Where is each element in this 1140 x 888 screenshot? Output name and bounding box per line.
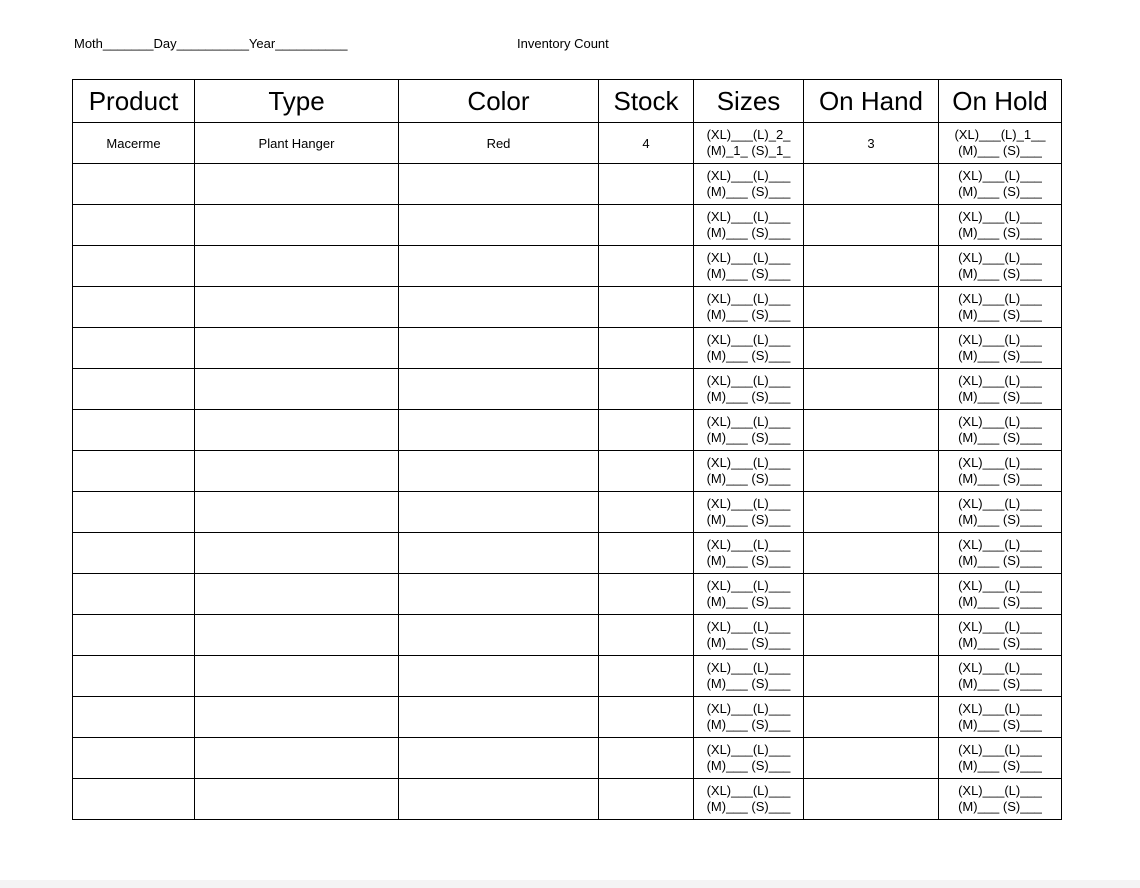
on-hand-cell <box>804 574 939 615</box>
stock-cell <box>599 369 694 410</box>
sizes-line-xl-l: (XL)___(L)_2_ <box>706 127 791 142</box>
sizes-line-xl-l: (XL)___(L)___ <box>706 373 791 388</box>
color-cell <box>399 451 599 492</box>
type-cell <box>195 369 399 410</box>
color-cell <box>399 738 599 779</box>
on-hold-cell <box>939 492 1062 533</box>
sizes-cell <box>694 492 804 533</box>
type-cell <box>195 533 399 574</box>
sizes-line-xl-l: (XL)___(L)___ <box>706 414 791 429</box>
color-cell <box>399 779 599 820</box>
on-hold-line-xl-l: (XL)___(L)___ <box>958 701 1042 716</box>
on-hold-line-m-s: (M)___ (S)___ <box>958 266 1042 281</box>
sizes-line-xl-l: (XL)___(L)___ <box>706 496 791 511</box>
on-hold-line-xl-l: (XL)___(L)___ <box>958 455 1042 470</box>
on-hold-line-xl-l: (XL)___(L)___ <box>958 250 1042 265</box>
on-hand-cell <box>804 533 939 574</box>
product-cell: Macerme <box>73 123 195 164</box>
stock-cell <box>599 205 694 246</box>
on-hold-line-xl-l: (XL)___(L)___ <box>958 742 1042 757</box>
on-hold-cell <box>939 779 1062 820</box>
on-hold-cell <box>939 410 1062 451</box>
table-row <box>73 205 1062 246</box>
on-hold-line-xl-l: (XL)___(L)___ <box>958 496 1042 511</box>
on-hold-cell <box>939 246 1062 287</box>
color-cell <box>399 205 599 246</box>
sizes-cell <box>694 410 804 451</box>
product-cell <box>73 246 195 287</box>
product-cell <box>73 492 195 533</box>
on-hold-line-xl-l: (XL)___(L)___ <box>958 373 1042 388</box>
type-cell <box>195 492 399 533</box>
table-header-row <box>73 80 1062 123</box>
stock-cell <box>599 451 694 492</box>
type-cell: Plant Hanger <box>195 123 399 164</box>
sizes-line-m-s: (M)___ (S)___ <box>706 553 791 568</box>
table-row <box>73 492 1062 533</box>
table-row <box>73 615 1062 656</box>
table-row <box>73 533 1062 574</box>
color-cell <box>399 410 599 451</box>
product-cell <box>73 164 195 205</box>
table-row <box>73 164 1062 205</box>
column-header-on-hand: On Hand <box>804 80 939 123</box>
color-cell <box>399 574 599 615</box>
sizes-cell <box>694 205 804 246</box>
sizes-line-xl-l: (XL)___(L)___ <box>706 455 791 470</box>
sizes-line-xl-l: (XL)___(L)___ <box>706 537 791 552</box>
sizes-cell <box>694 615 804 656</box>
on-hold-line-m-s: (M)___ (S)___ <box>958 553 1042 568</box>
on-hand-cell <box>804 656 939 697</box>
sizes-line-xl-l: (XL)___(L)___ <box>706 578 791 593</box>
table-row <box>73 328 1062 369</box>
color-cell <box>399 328 599 369</box>
product-cell <box>73 328 195 369</box>
type-cell <box>195 164 399 205</box>
sizes-line-m-s: (M)___ (S)___ <box>706 635 791 650</box>
stock-cell <box>599 328 694 369</box>
sizes-line-m-s: (M)___ (S)___ <box>706 758 791 773</box>
sizes-cell <box>694 533 804 574</box>
on-hold-cell <box>939 287 1062 328</box>
on-hand-cell <box>804 164 939 205</box>
color-cell: Red <box>399 123 599 164</box>
sizes-line-m-s: (M)___ (S)___ <box>706 594 791 609</box>
table-row <box>73 410 1062 451</box>
sizes-cell <box>694 287 804 328</box>
type-cell <box>195 328 399 369</box>
color-cell <box>399 287 599 328</box>
on-hold-line-m-s: (M)___ (S)___ <box>958 348 1042 363</box>
stock-cell <box>599 287 694 328</box>
on-hold-cell <box>939 533 1062 574</box>
on-hold-line-m-s: (M)___ (S)___ <box>958 307 1042 322</box>
sizes-line-xl-l: (XL)___(L)___ <box>706 168 791 183</box>
on-hold-cell <box>939 738 1062 779</box>
on-hold-line-xl-l: (XL)___(L)___ <box>958 660 1042 675</box>
column-header-product: Product <box>73 80 195 123</box>
on-hold-line-m-s: (M)___ (S)___ <box>958 635 1042 650</box>
on-hand-cell <box>804 738 939 779</box>
sizes-line-xl-l: (XL)___(L)___ <box>706 742 791 757</box>
color-cell <box>399 369 599 410</box>
type-cell <box>195 779 399 820</box>
product-cell <box>73 779 195 820</box>
product-cell <box>73 615 195 656</box>
on-hold-cell <box>939 328 1062 369</box>
sizes-line-m-s: (M)___ (S)___ <box>706 389 791 404</box>
on-hand-cell <box>804 492 939 533</box>
stock-cell <box>599 246 694 287</box>
table-row <box>73 451 1062 492</box>
on-hand-cell <box>804 451 939 492</box>
sizes-line-xl-l: (XL)___(L)___ <box>706 619 791 634</box>
table-row <box>73 574 1062 615</box>
on-hold-line-m-s: (M)___ (S)___ <box>958 389 1042 404</box>
on-hand-cell <box>804 369 939 410</box>
stock-cell <box>599 697 694 738</box>
product-cell <box>73 287 195 328</box>
type-cell <box>195 205 399 246</box>
on-hold-line-xl-l: (XL)___(L)_1__ <box>954 127 1046 142</box>
column-header-color: Color <box>399 80 599 123</box>
table-row <box>73 656 1062 697</box>
sizes-cell <box>694 246 804 287</box>
on-hand-cell <box>804 246 939 287</box>
table-row <box>73 738 1062 779</box>
stock-cell: 4 <box>599 123 694 164</box>
sizes-line-xl-l: (XL)___(L)___ <box>706 209 791 224</box>
type-cell <box>195 656 399 697</box>
sizes-line-m-s: (M)___ (S)___ <box>706 266 791 281</box>
sizes-cell <box>694 451 804 492</box>
product-cell <box>73 656 195 697</box>
on-hand-cell <box>804 697 939 738</box>
on-hold-line-xl-l: (XL)___(L)___ <box>958 537 1042 552</box>
on-hold-cell <box>939 369 1062 410</box>
on-hold-line-m-s: (M)___ (S)___ <box>958 717 1042 732</box>
date-fields: Moth_______Day__________Year__________ <box>74 36 348 51</box>
on-hold-line-m-s: (M)___ (S)___ <box>958 594 1042 609</box>
on-hold-cell <box>939 697 1062 738</box>
on-hold-line-m-s: (M)___ (S)___ <box>958 758 1042 773</box>
sizes-line-m-s: (M)___ (S)___ <box>706 799 791 814</box>
sizes-line-xl-l: (XL)___(L)___ <box>706 332 791 347</box>
sizes-cell <box>694 697 804 738</box>
on-hold-line-xl-l: (XL)___(L)___ <box>958 783 1042 798</box>
sizes-line-m-s: (M)___ (S)___ <box>706 348 791 363</box>
stock-cell <box>599 410 694 451</box>
table-row <box>73 697 1062 738</box>
type-cell <box>195 451 399 492</box>
on-hold-line-m-s: (M)___ (S)___ <box>958 512 1042 527</box>
table-body <box>73 123 1062 820</box>
stock-cell <box>599 615 694 656</box>
type-cell <box>195 738 399 779</box>
sizes-line-m-s: (M)_1_ (S)_1_ <box>706 143 791 158</box>
sizes-cell <box>694 779 804 820</box>
color-cell <box>399 656 599 697</box>
sizes-line-xl-l: (XL)___(L)___ <box>706 783 791 798</box>
sizes-line-m-s: (M)___ (S)___ <box>706 430 791 445</box>
on-hold-line-xl-l: (XL)___(L)___ <box>958 414 1042 429</box>
on-hold-cell <box>939 451 1062 492</box>
on-hold-cell <box>939 615 1062 656</box>
sizes-cell <box>694 123 804 164</box>
table-row <box>73 287 1062 328</box>
type-cell <box>195 287 399 328</box>
product-cell <box>73 410 195 451</box>
product-cell <box>73 533 195 574</box>
color-cell <box>399 246 599 287</box>
sizes-line-m-s: (M)___ (S)___ <box>706 184 791 199</box>
on-hold-line-m-s: (M)___ (S)___ <box>958 225 1042 240</box>
on-hold-line-xl-l: (XL)___(L)___ <box>958 168 1042 183</box>
stock-cell <box>599 574 694 615</box>
product-cell <box>73 574 195 615</box>
sizes-cell <box>694 574 804 615</box>
product-cell <box>73 451 195 492</box>
sizes-cell <box>694 738 804 779</box>
table-row <box>73 779 1062 820</box>
on-hold-line-m-s: (M)___ (S)___ <box>958 430 1042 445</box>
table-row <box>73 369 1062 410</box>
table-row <box>73 123 1062 164</box>
on-hold-line-m-s: (M)___ (S)___ <box>958 471 1042 486</box>
on-hand-cell: 3 <box>804 123 939 164</box>
sizes-line-m-s: (M)___ (S)___ <box>706 307 791 322</box>
type-cell <box>195 574 399 615</box>
column-header-stock: Stock <box>599 80 694 123</box>
sizes-cell <box>694 369 804 410</box>
type-cell <box>195 615 399 656</box>
on-hold-cell <box>939 123 1062 164</box>
sizes-line-xl-l: (XL)___(L)___ <box>706 660 791 675</box>
column-header-sizes: Sizes <box>694 80 804 123</box>
on-hold-line-xl-l: (XL)___(L)___ <box>958 332 1042 347</box>
sizes-line-m-s: (M)___ (S)___ <box>706 512 791 527</box>
on-hold-line-m-s: (M)___ (S)___ <box>958 676 1042 691</box>
on-hold-line-m-s: (M)___ (S)___ <box>958 184 1042 199</box>
stock-cell <box>599 164 694 205</box>
on-hand-cell <box>804 779 939 820</box>
on-hand-cell <box>804 410 939 451</box>
sizes-line-m-s: (M)___ (S)___ <box>706 225 791 240</box>
table-row <box>73 246 1062 287</box>
sizes-line-m-s: (M)___ (S)___ <box>706 471 791 486</box>
sizes-cell <box>694 164 804 205</box>
color-cell <box>399 615 599 656</box>
sizes-line-xl-l: (XL)___(L)___ <box>706 250 791 265</box>
on-hand-cell <box>804 615 939 656</box>
on-hand-cell <box>804 328 939 369</box>
on-hand-cell <box>804 205 939 246</box>
on-hold-cell <box>939 164 1062 205</box>
product-cell <box>73 738 195 779</box>
product-cell <box>73 697 195 738</box>
type-cell <box>195 410 399 451</box>
sizes-cell <box>694 328 804 369</box>
color-cell <box>399 533 599 574</box>
product-cell <box>73 205 195 246</box>
document-title: Inventory Count <box>517 36 609 51</box>
type-cell <box>195 697 399 738</box>
on-hold-line-xl-l: (XL)___(L)___ <box>958 578 1042 593</box>
on-hold-line-xl-l: (XL)___(L)___ <box>958 291 1042 306</box>
on-hold-cell <box>939 656 1062 697</box>
inventory-table <box>72 79 1062 820</box>
color-cell <box>399 492 599 533</box>
sizes-line-xl-l: (XL)___(L)___ <box>706 701 791 716</box>
column-header-type: Type <box>195 80 399 123</box>
on-hand-cell <box>804 287 939 328</box>
stock-cell <box>599 492 694 533</box>
color-cell <box>399 164 599 205</box>
type-cell <box>195 246 399 287</box>
stock-cell <box>599 533 694 574</box>
on-hold-cell <box>939 205 1062 246</box>
on-hold-line-m-s: (M)___ (S)___ <box>958 799 1042 814</box>
stock-cell <box>599 779 694 820</box>
sizes-cell <box>694 656 804 697</box>
sizes-line-m-s: (M)___ (S)___ <box>706 717 791 732</box>
sizes-line-m-s: (M)___ (S)___ <box>706 676 791 691</box>
sizes-line-xl-l: (XL)___(L)___ <box>706 291 791 306</box>
on-hold-line-xl-l: (XL)___(L)___ <box>958 209 1042 224</box>
stock-cell <box>599 738 694 779</box>
on-hold-cell <box>939 574 1062 615</box>
on-hold-line-m-s: (M)___ (S)___ <box>958 143 1042 158</box>
color-cell <box>399 697 599 738</box>
product-cell <box>73 369 195 410</box>
stock-cell <box>599 656 694 697</box>
column-header-on-hold: On Hold <box>939 80 1062 123</box>
on-hold-line-xl-l: (XL)___(L)___ <box>958 619 1042 634</box>
